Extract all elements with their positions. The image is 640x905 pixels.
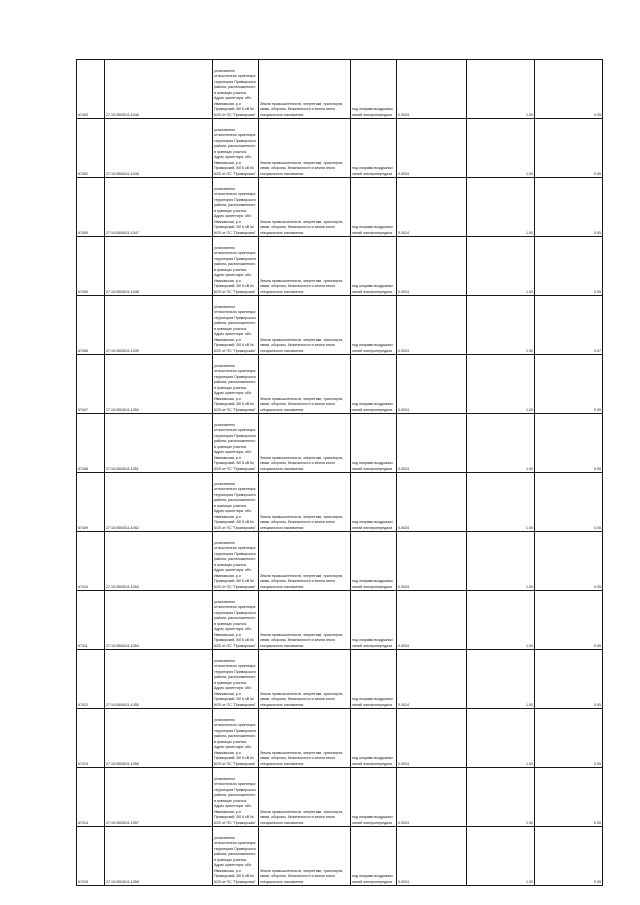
table-row (77, 473, 603, 532)
location-description-cell (213, 414, 259, 473)
rate-cell: 0.05 (535, 532, 603, 591)
location-description-text: установлено относительно ориентира территория Приморского района, расположенного в границах участка. Адрес ориентира: обл. Ивановская, р-н Приморский, ВЛ 6 кВ № 6/20 от ПС "Приморская" (214, 481, 256, 530)
rate-cell: 0.05 (535, 355, 603, 414)
area-cell: 0.0024 (397, 296, 467, 355)
location-description-cell (213, 650, 259, 709)
area-cell: 0.0024 (397, 532, 467, 591)
land-category-cell: Земли промышленности, энергетики, транспорта, связи, обороны, безопасности и земли иного специального назначения (259, 178, 351, 237)
rate-cell: 0.05 (535, 709, 603, 768)
permitted-use-cell: под опорами воздушных линий электропередачи (351, 296, 397, 355)
row-number-cell: 67405 (77, 237, 105, 296)
row-number-cell: 67414 (77, 768, 105, 827)
row-number-cell: 67412 (77, 650, 105, 709)
area-cell: 0.0024 (397, 355, 467, 414)
permitted-use-cell: под опорами воздушных линий электропередачи (351, 768, 397, 827)
location-description-cell (213, 591, 259, 650)
row-number-cell: 67409 (77, 473, 105, 532)
table-row (77, 709, 603, 768)
row-number-cell: 67410 (77, 532, 105, 591)
value-cell: 1.00 (467, 591, 535, 650)
value-cell: 1.00 (467, 473, 535, 532)
area-cell: 0.0024 (397, 119, 467, 178)
value-cell: 1.00 (467, 532, 535, 591)
permitted-use-cell: под опорами воздушных линий электропередачи (351, 709, 397, 768)
value-cell: 1.00 (467, 768, 535, 827)
spreadsheet-table (76, 59, 603, 886)
row-number-cell: 67406 (77, 296, 105, 355)
permitted-use-cell: под опорами воздушных линий электропередачи (351, 827, 397, 886)
rate-cell: 0.05 (535, 414, 603, 473)
value-cell: 1.00 (467, 60, 535, 119)
land-category-cell: Земли промышленности, энергетики, транспорта, связи, обороны, безопасности и земли иного специального назначения (259, 119, 351, 178)
table-row (77, 60, 603, 119)
location-description-cell (213, 178, 259, 237)
value-cell: 1.00 (467, 414, 535, 473)
location-description-cell (213, 768, 259, 827)
rate-cell: 0.05 (535, 827, 603, 886)
location-description-text: установлено относительно ориентира территория Приморского района, расположенного в границах участка. Адрес ориентира: обл. Ивановская, р-н Приморский, ВЛ 6 кВ № 6/20 от ПС "Приморская" (214, 540, 256, 589)
value-cell: 1.00 (467, 178, 535, 237)
rate-cell: 0.05 (535, 237, 603, 296)
cadastral-number-cell: 27:10:0504011:1045 (105, 119, 213, 178)
area-cell: 0.0024 (397, 237, 467, 296)
land-category-cell: Земли промышленности, энергетики, транспорта, связи, обороны, безопасности и земли иного специального назначения (259, 414, 351, 473)
rate-cell: 0.05 (535, 650, 603, 709)
location-description-text: установлено относительно ориентира территория Приморского района, расположенного в границах участка. Адрес ориентира: обл. Ивановская, р-н Приморский, ВЛ 6 кВ № 6/20 от ПС "Приморская" (214, 599, 256, 648)
location-description-text: установлено относительно ориентира территория Приморского района, расположенного в границах участка. Адрес ориентира: обл. Ивановская, р-н Приморский, ВЛ 6 кВ № 6/20 от ПС "Приморская" (214, 245, 256, 294)
cadastral-number-cell: 27:10:0504011:1056 (105, 709, 213, 768)
permitted-use-cell: под опорами воздушных линий электропередачи (351, 355, 397, 414)
area-cell: 0.0024 (397, 414, 467, 473)
land-category-cell: Земли промышленности, энергетики, транспорта, связи, обороны, безопасности и земли иного специального назначения (259, 768, 351, 827)
location-description-text: установлено относительно ориентира территория Приморского района, расположенного в границах участка. Адрес ориентира: обл. Ивановская, р-н Приморский, ВЛ 6 кВ № 6/20 от ПС "Приморская" (214, 717, 256, 766)
table-row (77, 827, 603, 886)
cadastral-number-cell: 27:10:0504011:1046 (105, 60, 213, 119)
land-category-cell: Земли промышленности, энергетики, транспорта, связи, обороны, безопасности и земли иного специального назначения (259, 473, 351, 532)
location-description-cell (213, 60, 259, 119)
permitted-use-cell: под опорами воздушных линий электропередачи (351, 119, 397, 178)
cadastral-number-cell: 27:10:0504011:1052 (105, 473, 213, 532)
rate-cell: 0.05 (535, 473, 603, 532)
cadastral-number-cell: 27:10:0504011:1048 (105, 237, 213, 296)
rate-cell: 0.05 (535, 591, 603, 650)
rate-cell: 0.05 (535, 178, 603, 237)
row-number-cell: 67413 (77, 709, 105, 768)
value-cell: 1.00 (467, 709, 535, 768)
land-category-cell: Земли промышленности, энергетики, транспорта, связи, обороны, безопасности и земли иного специального назначения (259, 532, 351, 591)
cadastral-number-cell: 27:10:0504011:1050 (105, 355, 213, 414)
permitted-use-cell: под опорами воздушных линий электропередачи (351, 414, 397, 473)
cadastral-number-cell: 27:10:0504011:1057 (105, 768, 213, 827)
value-cell: 1.00 (467, 827, 535, 886)
location-description-text: установлено относительно ориентира территория Приморского района, расположенного в границах участка. Адрес ориентира: обл. Ивановская, р-н Приморский, ВЛ 6 кВ № 6/20 от ПС "Приморская" (214, 127, 256, 176)
table-row (77, 355, 603, 414)
area-cell: 0.0024 (397, 650, 467, 709)
table-row (77, 119, 603, 178)
row-number-cell: 67415 (77, 827, 105, 886)
location-description-text: установлено относительно ориентира территория Приморского района, расположенного в границах участка. Адрес ориентира: обл. Ивановская, р-н Приморский, ВЛ 6 кВ № 6/20 от ПС "Приморская" (214, 776, 256, 825)
land-category-cell: Земли промышленности, энергетики, транспорта, связи, обороны, безопасности и земли иного специального назначения (259, 650, 351, 709)
cadastral-number-cell: 27:10:0504011:1055 (105, 650, 213, 709)
area-cell: 0.0024 (397, 709, 467, 768)
location-description-text: установлено относительно ориентира территория Приморского района, расположенного в границах участка. Адрес ориентира: обл. Ивановская, р-н Приморский, ВЛ 6 кВ № 6/20 от ПС "Приморская" (214, 422, 256, 471)
row-number-cell: 67402 (77, 119, 105, 178)
location-description-cell (213, 119, 259, 178)
table-row (77, 532, 603, 591)
row-number-cell: 67411 (77, 591, 105, 650)
cadastral-number-cell: 27:10:0504011:1049 (105, 296, 213, 355)
location-description-text: установлено относительно ориентира территория Приморского района, расположенного в границах участка. Адрес ориентира: обл. Ивановская, р-н Приморский, ВЛ 6 кВ № 6/20 от ПС "Приморская" (214, 658, 256, 707)
table-row (77, 768, 603, 827)
location-description-cell (213, 827, 259, 886)
area-cell: 0.0024 (397, 827, 467, 886)
row-number-cell: 67403 (77, 60, 105, 119)
land-category-cell: Земли промышленности, энергетики, транспорта, связи, обороны, безопасности и земли иного специального назначения (259, 296, 351, 355)
cadastral-number-cell: 27:10:0504011:1054 (105, 591, 213, 650)
permitted-use-cell: под опорами воздушных линий электропередачи (351, 532, 397, 591)
area-cell: 0.0024 (397, 60, 467, 119)
cadastral-number-cell: 27:10:0504011:1047 (105, 178, 213, 237)
cadastral-number-cell: 27:10:0504011:1051 (105, 414, 213, 473)
land-category-cell: Земли промышленности, энергетики, транспорта, связи, обороны, безопасности и земли иного специального назначения (259, 60, 351, 119)
area-cell: 0.0024 (397, 591, 467, 650)
location-description-text: установлено относительно ориентира территория Приморского района, расположенного в границах участка. Адрес ориентира: обл. Ивановская, р-н Приморский, ВЛ 6 кВ № 6/20 от ПС "Приморская" (214, 68, 256, 117)
permitted-use-cell: под опорами воздушных линий электропередачи (351, 178, 397, 237)
table-row (77, 414, 603, 473)
permitted-use-cell: под опорами воздушных линий электропередачи (351, 650, 397, 709)
area-cell: 0.0024 (397, 768, 467, 827)
row-number-cell: 67407 (77, 355, 105, 414)
rate-cell: 0.05 (535, 119, 603, 178)
permitted-use-cell: под опорами воздушных линий электропередачи (351, 60, 397, 119)
land-category-cell: Земли промышленности, энергетики, транспорта, связи, обороны, безопасности и земли иного специального назначения (259, 237, 351, 296)
land-category-cell: Земли промышленности, энергетики, транспорта, связи, обороны, безопасности и земли иного специального назначения (259, 355, 351, 414)
rate-cell: 0.05 (535, 60, 603, 119)
table-row (77, 591, 603, 650)
table-row (77, 296, 603, 355)
table-row (77, 178, 603, 237)
table-row (77, 650, 603, 709)
value-cell: 1.00 (467, 355, 535, 414)
land-category-cell: Земли промышленности, энергетики, транспорта, связи, обороны, безопасности и земли иного специального назначения (259, 591, 351, 650)
location-description-cell (213, 532, 259, 591)
row-number-cell: 67404 (77, 178, 105, 237)
area-cell: 0.0024 (397, 178, 467, 237)
land-category-cell: Земли промышленности, энергетики, транспорта, связи, обороны, безопасности и земли иного специального назначения (259, 709, 351, 768)
location-description-text: установлено относительно ориентира территория Приморского района, расположенного в границах участка. Адрес ориентира: обл. Ивановская, р-н Приморский, ВЛ 6 кВ № 6/20 от ПС "Приморская" (214, 186, 256, 235)
location-description-cell (213, 296, 259, 355)
cadastral-number-cell: 27:10:0504011:1058 (105, 827, 213, 886)
location-description-cell (213, 355, 259, 414)
location-description-cell (213, 473, 259, 532)
land-category-cell: Земли промышленности, энергетики, транспорта, связи, обороны, безопасности и земли иного специального назначения (259, 827, 351, 886)
permitted-use-cell: под опорами воздушных линий электропередачи (351, 237, 397, 296)
value-cell: 1.00 (467, 296, 535, 355)
value-cell: 1.00 (467, 237, 535, 296)
value-cell: 1.00 (467, 119, 535, 178)
permitted-use-cell: под опорами воздушных линий электропередачи (351, 473, 397, 532)
permitted-use-cell: под опорами воздушных линий электропередачи (351, 591, 397, 650)
area-cell: 0.0024 (397, 473, 467, 532)
location-description-text: установлено относительно ориентира территория Приморского района, расположенного в границах участка. Адрес ориентира: обл. Ивановская, р-н Приморский, ВЛ 6 кВ № 6/20 от ПС "Приморская" (214, 304, 256, 353)
table-row (77, 237, 603, 296)
location-description-cell (213, 237, 259, 296)
location-description-text: установлено относительно ориентира территория Приморского района, расположенного в границах участка. Адрес ориентира: обл. Ивановская, р-н Приморский, ВЛ 6 кВ № 6/20 от ПС "Приморская" (214, 835, 256, 884)
location-description-text: установлено относительно ориентира территория Приморского района, расположенного в границах участка. Адрес ориентира: обл. Ивановская, р-н Приморский, ВЛ 6 кВ № 6/20 от ПС "Приморская" (214, 363, 256, 412)
cadastral-number-cell: 27:10:0504011:1053 (105, 532, 213, 591)
location-description-cell (213, 709, 259, 768)
value-cell: 1.00 (467, 650, 535, 709)
rate-cell: 0.07 (535, 296, 603, 355)
rate-cell: 0.05 (535, 768, 603, 827)
table-body (77, 60, 603, 886)
row-number-cell: 67408 (77, 414, 105, 473)
